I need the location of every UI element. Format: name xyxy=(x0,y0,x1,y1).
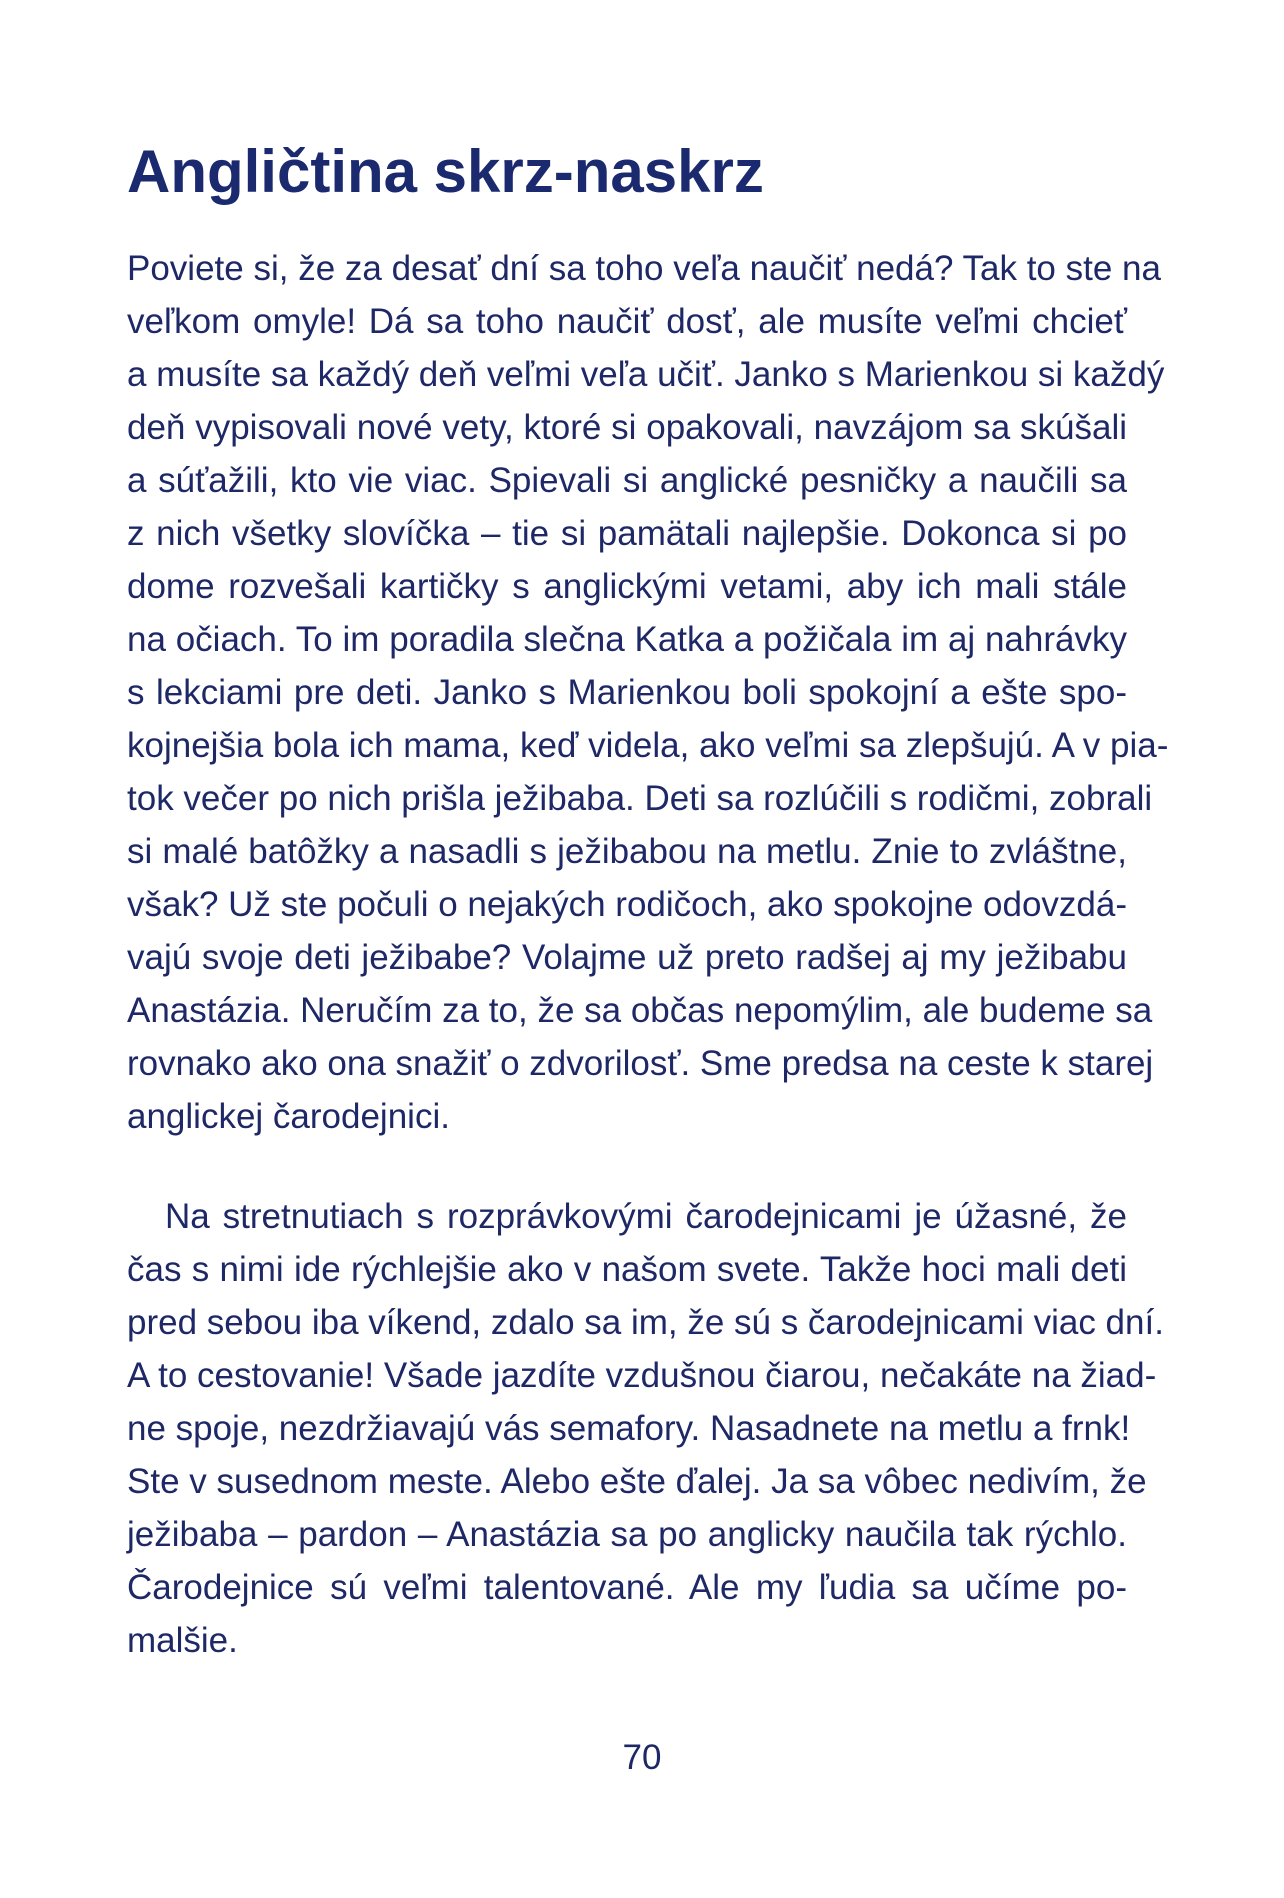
text-line: a súťažili, kto vie viac. Spievali si anglické pesničky a naučili sa xyxy=(127,461,1127,500)
paragraph-2 xyxy=(127,1190,1164,1667)
text-line: čas s nimi ide rýchlejšie ako v našom svete. Takže hoci mali deti xyxy=(127,1250,1127,1289)
text-line: na očiach. To im poradila slečna Katka a požičala im aj nahrávky xyxy=(127,620,1127,659)
text-line: kojnejšia bola ich mama, keď videla, ako veľmi sa zlepšujú. A v pia- xyxy=(127,726,1169,765)
text-line: z nich všetky slovíčka – tie si pamätali najlepšie. Dokonca si po xyxy=(127,514,1127,553)
text-line: Poviete si, že za desať dní sa toho veľa naučiť nedá? Tak to ste na xyxy=(127,249,1161,288)
text-line: však? Už ste počuli o nejakých rodičoch, ako spokojne odovzdá- xyxy=(127,885,1127,924)
text-line: Na stretnutiach s rozprávkovými čarodejnicami je úžasné, že xyxy=(165,1197,1127,1236)
page-number: 70 xyxy=(622,1738,662,1777)
text-line: malšie. xyxy=(127,1621,238,1660)
text-line: anglickej čarodejnici. xyxy=(127,1097,450,1136)
paragraph-1 xyxy=(127,242,1169,1143)
text-line: A to cestovanie! Všade jazdíte vzdušnou čiarou, nečakáte na žiad- xyxy=(127,1356,1157,1395)
text-line: dome rozvešali kartičky s anglickými vetami, aby ich mali stále xyxy=(127,567,1127,606)
text-line: si malé batôžky a nasadli s ježibabou na metlu. Znie to zvláštne, xyxy=(127,832,1127,871)
text-line: Čarodejnice sú veľmi talentované. Ale my ľudia sa učíme po- xyxy=(127,1568,1127,1607)
text-line: Ste v susednom meste. Alebo ešte ďalej. Ja sa vôbec nedivím, že xyxy=(127,1462,1147,1501)
chapter-title: Angličtina skrz-naskrz xyxy=(127,138,764,205)
text-line: ne spoje, nezdržiavajú vás semafory. Nasadnete na metlu a frnk! xyxy=(127,1409,1131,1448)
text-line: deň vypisovali nové vety, ktoré si opakovali, navzájom sa skúšali xyxy=(127,408,1127,447)
text-line: ježibaba – pardon – Anastázia sa po anglicky naučila tak rýchlo. xyxy=(127,1515,1127,1554)
text-line: s lekciami pre deti. Janko s Marienkou boli spokojní a ešte spo- xyxy=(127,673,1127,712)
text-line: Anastázia. Neručím za to, že sa občas nepomýlim, ale budeme sa xyxy=(127,991,1153,1030)
text-line: vajú svoje deti ježibabe? Volajme už preto radšej aj my ježibabu xyxy=(127,938,1127,977)
text-line: veľkom omyle! Dá sa toho naučiť dosť, ale musíte veľmi chcieť xyxy=(127,302,1127,341)
text-line: pred sebou iba víkend, zdalo sa im, že sú s čarodejnicami viac dní. xyxy=(127,1303,1164,1342)
text-line: tok večer po nich prišla ježibaba. Deti sa rozlúčili s rodičmi, zobrali xyxy=(127,779,1153,818)
text-line: a musíte sa každý deň veľmi veľa učiť. Janko s Marienkou si každý xyxy=(127,355,1165,394)
text-line: rovnako ako ona snažiť o zdvorilosť. Sme predsa na ceste k starej xyxy=(127,1044,1154,1083)
